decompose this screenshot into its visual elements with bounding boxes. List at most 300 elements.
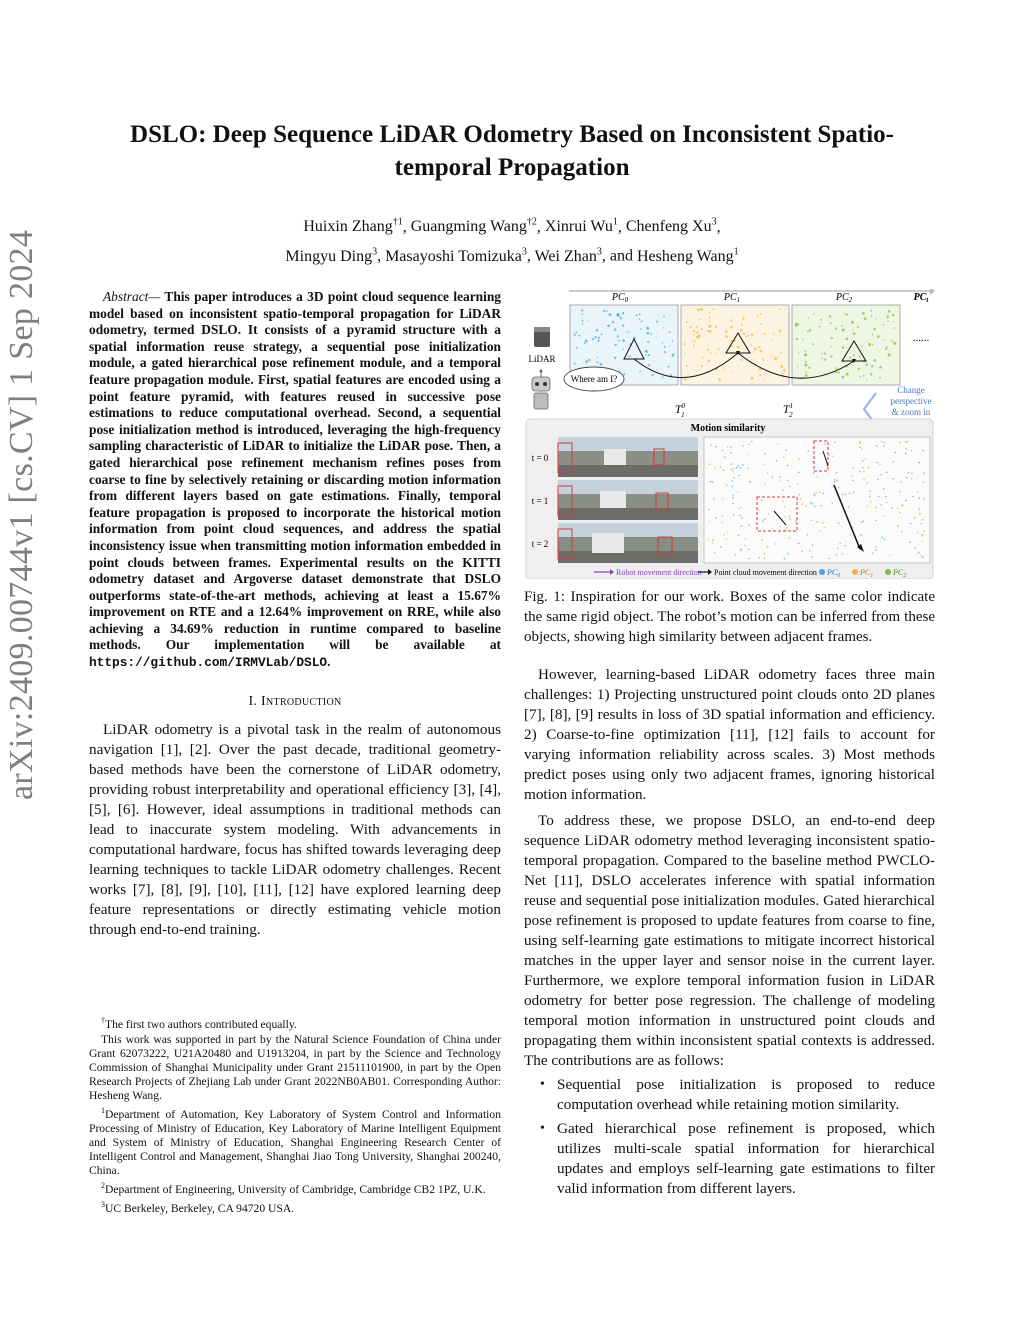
point bbox=[876, 445, 878, 447]
author: Guangming Wang$^{\dagger 2}$ bbox=[410, 217, 537, 236]
point bbox=[789, 537, 791, 539]
point bbox=[612, 321, 614, 323]
point bbox=[870, 490, 872, 492]
caption-text: Inspiration for our work. Boxes of the same color indicate the same rigid object. The robot’s motion can be inferred from these objects, showing high similarity between adjacent frames. bbox=[524, 589, 935, 645]
point bbox=[764, 558, 766, 560]
point bbox=[709, 330, 712, 333]
point bbox=[720, 466, 722, 468]
pc-label-0: $PC_0$ bbox=[611, 292, 629, 304]
point bbox=[907, 441, 909, 443]
point bbox=[809, 550, 811, 552]
point bbox=[805, 374, 808, 377]
point bbox=[732, 503, 734, 505]
point bbox=[759, 557, 761, 559]
point bbox=[733, 477, 735, 479]
point bbox=[859, 355, 861, 357]
point bbox=[830, 355, 832, 357]
point bbox=[742, 464, 744, 466]
point bbox=[714, 468, 716, 470]
point bbox=[720, 546, 722, 548]
point bbox=[891, 340, 893, 342]
point bbox=[710, 481, 712, 483]
point bbox=[597, 340, 599, 342]
point bbox=[881, 441, 883, 443]
point bbox=[645, 354, 647, 356]
camera-frames bbox=[558, 437, 698, 563]
legend-pc2-dot bbox=[885, 569, 891, 575]
point bbox=[693, 330, 695, 332]
footnote bbox=[89, 1014, 501, 1032]
point bbox=[699, 334, 701, 336]
figure-caption bbox=[524, 587, 935, 647]
point bbox=[874, 359, 877, 362]
pc-label-2: $PC_2$ bbox=[835, 292, 853, 304]
point bbox=[733, 495, 735, 497]
author-list bbox=[150, 210, 874, 269]
author-separator: , bbox=[377, 247, 386, 265]
contribution-text: Gated hierarchical pose refinement is proposed, which utilizes multi-scale spatial information for hierarchical updates and employs self-learning gate estimations to filter valid information from different layers. bbox=[557, 1120, 935, 1197]
point bbox=[747, 468, 749, 470]
point bbox=[757, 315, 759, 317]
point bbox=[859, 447, 861, 449]
point bbox=[889, 555, 891, 557]
point bbox=[812, 503, 814, 505]
point bbox=[876, 507, 878, 509]
point bbox=[701, 328, 703, 330]
point bbox=[862, 467, 864, 469]
point bbox=[785, 516, 787, 518]
intro-paragraph: LiDAR odometry is a pivotal task in the realm of autonomous navigation [1], [2]. Over the past decade, traditional geometry-based methods have been the cornerstone of LiDAR odometry, providing robust interpretability and operational efficiency [3], [4], [5], [6]. However, ideal assumptions in traditional methods can lead to inaccurate system modeling. With advancements in computational hardware, focus has shifted towards leveraging deep learning techniques to tackle LiDAR odometry challenges. Recent works [7], [8], [9], [10], [11], [12] have explored learning deep feature representations or directly estimating vehicle motion through end-to-end training. bbox=[89, 720, 501, 938]
author-mark: †2 bbox=[526, 217, 537, 228]
point bbox=[872, 344, 874, 346]
point bbox=[664, 346, 666, 348]
point bbox=[861, 448, 863, 450]
point bbox=[877, 479, 879, 481]
right-column bbox=[524, 289, 935, 1199]
point bbox=[834, 442, 836, 444]
point bbox=[614, 344, 616, 346]
point bbox=[664, 351, 666, 353]
point bbox=[831, 337, 833, 339]
lidar-top bbox=[534, 327, 550, 332]
point bbox=[901, 505, 903, 507]
point bbox=[834, 481, 836, 483]
point bbox=[723, 534, 725, 536]
ellipsis: ...... bbox=[912, 332, 930, 344]
point bbox=[739, 515, 741, 517]
point bbox=[576, 347, 578, 349]
point bbox=[760, 350, 763, 353]
point bbox=[763, 380, 764, 381]
point bbox=[863, 520, 865, 522]
point bbox=[918, 508, 920, 510]
point bbox=[864, 317, 867, 320]
point bbox=[715, 446, 717, 448]
point bbox=[693, 346, 695, 348]
point bbox=[635, 314, 637, 316]
point bbox=[866, 363, 869, 366]
point bbox=[588, 359, 590, 361]
timeline-arrowhead bbox=[930, 289, 935, 295]
section-number: I. bbox=[248, 693, 258, 709]
point bbox=[883, 515, 885, 517]
point bbox=[628, 332, 629, 333]
point bbox=[600, 363, 603, 366]
point bbox=[783, 369, 786, 372]
point bbox=[767, 546, 769, 548]
point bbox=[740, 359, 742, 361]
point bbox=[780, 365, 783, 368]
point bbox=[921, 523, 923, 525]
bullet-glyph: • bbox=[540, 1121, 545, 1136]
point bbox=[834, 479, 836, 481]
point bbox=[829, 558, 831, 560]
point bbox=[748, 558, 750, 560]
point bbox=[819, 326, 821, 328]
point bbox=[915, 547, 917, 549]
point bbox=[782, 500, 784, 502]
time-label-0: t = 0 bbox=[531, 453, 549, 463]
point bbox=[707, 330, 709, 332]
point bbox=[696, 326, 698, 328]
point bbox=[816, 476, 818, 478]
point bbox=[860, 534, 862, 536]
point bbox=[741, 549, 743, 551]
point bbox=[684, 343, 686, 345]
point bbox=[582, 313, 584, 315]
point bbox=[772, 527, 774, 529]
point bbox=[879, 366, 882, 369]
point bbox=[842, 329, 845, 332]
point bbox=[821, 505, 823, 507]
code-link[interactable]: https://github.com/IRMVLab/DSLO bbox=[89, 655, 328, 671]
point bbox=[751, 441, 753, 443]
point bbox=[829, 315, 831, 317]
point bbox=[578, 335, 580, 337]
point bbox=[801, 551, 803, 553]
point bbox=[758, 346, 760, 348]
point bbox=[738, 535, 740, 537]
point bbox=[708, 509, 710, 511]
point bbox=[723, 469, 725, 471]
point bbox=[809, 329, 811, 331]
point bbox=[668, 366, 670, 368]
point bbox=[814, 493, 816, 495]
point bbox=[852, 329, 853, 330]
point bbox=[886, 471, 888, 473]
point bbox=[712, 481, 714, 483]
point bbox=[690, 327, 692, 329]
point bbox=[576, 331, 578, 333]
point bbox=[870, 501, 872, 503]
point bbox=[747, 454, 749, 456]
point bbox=[707, 349, 709, 351]
left-column bbox=[89, 289, 501, 940]
point bbox=[852, 480, 854, 482]
point bbox=[882, 537, 884, 539]
point bbox=[712, 308, 714, 310]
point bbox=[831, 485, 833, 487]
footnote-text: The first two authors contributed equally. bbox=[105, 1017, 297, 1031]
point bbox=[870, 373, 872, 375]
legend-pc-direction: Point cloud movement direction bbox=[714, 568, 817, 577]
point bbox=[648, 364, 650, 366]
point bbox=[724, 456, 726, 458]
point bbox=[863, 479, 865, 481]
robot-icon bbox=[532, 370, 550, 410]
point bbox=[620, 317, 623, 320]
point bbox=[883, 445, 885, 447]
point bbox=[838, 523, 840, 525]
abstract-text: This paper introduces a 3D point cloud sequence learning model based on inconsistent spatio-temporal propagation for LiDAR odometry, termed DSLO. It consists of a pyramid structure with a spatial information reuse strategy, a sequential pose initialization module, a gated hierarchical pose refinement module, and a temporal feature propagation module. First, spatial features are encoded using a point feature pyramid, with features reused in successive pose estimations to reduce computational overhead. Second, a sequential pose initialization method is introduced, leveraging the high-frequency sampling characteristic of LiDAR to initialize the LiDAR pose. Then, a gated hierarchical pose refinement mechanism refines poses from coarse to fine by selectively retaining or discarding motion information from different layers based on gate estimations. Finally, temporal feature propagation is proposed to incorporate the historical motion information from point cloud sequences, and address the spatial inconsistency issue when transmitting motion information embedded in point clouds between frames. Experimental results on the KITTI odometry dataset and Argoverse dataset demonstrate that DSLO outperforms state-of-the-art methods, achieving at least a 15.67% improvement on RTE and a 12.64% improvement on RRE, while also achieving a 34.69% reduction in runtime compared to baseline methods. Our implementation will be available at bbox=[89, 289, 501, 653]
point bbox=[802, 503, 804, 505]
arxiv-stamp: arXiv:2409.00744v1 [cs.CV] 1 Sep 2024 bbox=[3, 229, 40, 800]
point bbox=[895, 452, 897, 454]
point bbox=[824, 353, 826, 355]
point bbox=[693, 334, 694, 335]
point bbox=[726, 485, 728, 487]
point bbox=[923, 530, 925, 532]
point bbox=[862, 460, 864, 462]
point bbox=[819, 492, 821, 494]
contribution-item bbox=[524, 1119, 935, 1199]
point bbox=[849, 357, 851, 359]
point bbox=[774, 357, 777, 360]
point bbox=[886, 346, 888, 348]
point bbox=[807, 330, 809, 332]
point bbox=[922, 557, 924, 559]
point bbox=[722, 450, 724, 452]
point bbox=[846, 338, 849, 341]
point bbox=[709, 463, 711, 465]
footnote-mark: † bbox=[101, 1016, 105, 1025]
point bbox=[799, 494, 801, 496]
point bbox=[585, 340, 588, 343]
point bbox=[812, 343, 814, 345]
point bbox=[918, 497, 920, 499]
point bbox=[742, 317, 744, 319]
point bbox=[617, 313, 620, 316]
point bbox=[905, 500, 907, 502]
point bbox=[622, 349, 623, 350]
point bbox=[807, 450, 809, 452]
point bbox=[814, 506, 816, 508]
point bbox=[597, 357, 598, 358]
point bbox=[685, 353, 686, 354]
point bbox=[853, 332, 856, 335]
author-separator: , bbox=[526, 247, 535, 265]
point bbox=[749, 524, 751, 526]
point bbox=[835, 327, 837, 329]
point bbox=[715, 517, 717, 519]
author-mark: †1 bbox=[392, 217, 403, 228]
point bbox=[787, 480, 789, 482]
point bbox=[798, 458, 800, 460]
point bbox=[798, 352, 799, 353]
point bbox=[858, 368, 860, 370]
point bbox=[712, 542, 714, 544]
point bbox=[786, 450, 788, 452]
footnote bbox=[89, 1179, 501, 1197]
point bbox=[864, 458, 866, 460]
point bbox=[797, 483, 799, 485]
point bbox=[738, 465, 740, 467]
point bbox=[581, 309, 583, 311]
point bbox=[693, 340, 695, 342]
point bbox=[697, 309, 700, 312]
point bbox=[684, 378, 686, 380]
point bbox=[877, 462, 879, 464]
point bbox=[709, 521, 711, 523]
author-separator: , bbox=[617, 218, 626, 236]
point bbox=[753, 351, 754, 352]
point bbox=[901, 531, 903, 533]
point bbox=[787, 553, 789, 555]
point bbox=[784, 558, 786, 560]
point bbox=[645, 350, 648, 353]
point bbox=[784, 309, 785, 310]
point bbox=[730, 446, 732, 448]
point bbox=[699, 319, 701, 321]
point bbox=[820, 319, 822, 321]
point bbox=[923, 482, 925, 484]
point bbox=[686, 321, 688, 323]
point bbox=[740, 550, 742, 552]
point bbox=[762, 358, 764, 360]
point bbox=[764, 553, 766, 555]
point bbox=[749, 481, 751, 483]
point bbox=[832, 455, 834, 457]
point bbox=[849, 493, 851, 495]
point bbox=[871, 365, 873, 367]
point bbox=[844, 313, 845, 314]
point bbox=[730, 371, 731, 372]
point bbox=[821, 353, 822, 354]
point bbox=[914, 517, 916, 519]
point bbox=[607, 324, 610, 327]
point bbox=[863, 375, 865, 377]
point bbox=[596, 337, 597, 338]
point bbox=[722, 515, 724, 517]
point bbox=[875, 549, 877, 551]
point bbox=[830, 346, 832, 348]
point bbox=[733, 467, 735, 469]
point bbox=[819, 530, 821, 532]
section-title: Introduction bbox=[261, 693, 342, 709]
point bbox=[648, 354, 650, 356]
point bbox=[836, 472, 838, 474]
point bbox=[805, 361, 807, 363]
point bbox=[879, 464, 881, 466]
point bbox=[872, 333, 874, 335]
point bbox=[875, 318, 876, 319]
point bbox=[722, 498, 724, 500]
point bbox=[887, 320, 889, 322]
bullet-glyph: • bbox=[540, 1077, 545, 1092]
author: Mingyu Ding$^3$ bbox=[285, 246, 378, 265]
point bbox=[663, 327, 664, 328]
point bbox=[899, 442, 901, 444]
point bbox=[781, 373, 783, 375]
author-separator: , bbox=[402, 218, 411, 236]
point bbox=[790, 518, 792, 520]
point bbox=[798, 543, 800, 545]
footnotes bbox=[89, 1014, 501, 1216]
point bbox=[859, 471, 861, 473]
point bbox=[827, 473, 829, 475]
point bbox=[764, 483, 766, 485]
point bbox=[784, 506, 786, 508]
point bbox=[883, 339, 884, 340]
point bbox=[639, 371, 641, 373]
point bbox=[839, 542, 841, 544]
point bbox=[601, 334, 603, 336]
point bbox=[731, 463, 733, 465]
point bbox=[861, 521, 863, 523]
point bbox=[869, 496, 871, 498]
point bbox=[883, 488, 885, 490]
point bbox=[672, 340, 674, 342]
contribution-item bbox=[524, 1075, 935, 1115]
point bbox=[875, 546, 877, 548]
point bbox=[894, 327, 895, 328]
lidar-label: LiDAR bbox=[528, 354, 556, 364]
t2-label: $T^1$ 2 bbox=[782, 402, 794, 419]
point bbox=[811, 520, 813, 522]
point bbox=[647, 341, 649, 343]
point bbox=[724, 369, 725, 370]
legend-pc1-dot bbox=[852, 569, 858, 575]
point bbox=[709, 317, 711, 319]
point bbox=[888, 310, 891, 313]
footnote-text: This work was supported in part by the Natural Science Foundation of China under Grant 62073222, U21A20480 and U1913204, in part by the Science and Technology Commission of Shanghai Municipality under Grant 21511101900, in part by the Open Research Projects of Zhejiang Lab under Grant 2022NB0AB01. Corresponding Author: Hesheng Wang. bbox=[89, 1032, 501, 1102]
point bbox=[779, 330, 782, 333]
point bbox=[727, 532, 729, 534]
point bbox=[741, 517, 743, 519]
point bbox=[732, 497, 734, 499]
point bbox=[751, 359, 752, 360]
point bbox=[899, 512, 901, 514]
point bbox=[718, 378, 721, 381]
point bbox=[908, 472, 910, 474]
point bbox=[919, 513, 921, 515]
point bbox=[830, 322, 832, 324]
point bbox=[910, 523, 912, 525]
pc-label-t: $PC_t$ bbox=[913, 292, 929, 304]
point bbox=[751, 333, 754, 336]
point bbox=[622, 313, 624, 315]
point bbox=[582, 324, 583, 325]
point bbox=[866, 506, 868, 508]
point bbox=[905, 441, 907, 443]
point bbox=[886, 502, 888, 504]
point bbox=[629, 355, 631, 357]
caption-label: Fig. 1: bbox=[524, 589, 565, 605]
point bbox=[911, 450, 913, 452]
footnote-text: UC Berkeley, Berkeley, CA 94720 USA. bbox=[105, 1201, 295, 1215]
point bbox=[777, 443, 779, 445]
author: Huixin Zhang$^{\dagger 1}$ bbox=[303, 217, 403, 236]
point bbox=[773, 333, 775, 335]
point bbox=[800, 498, 802, 500]
point bbox=[844, 545, 846, 547]
point bbox=[708, 325, 711, 328]
abstract-label: Abstract— bbox=[103, 289, 161, 304]
point bbox=[850, 534, 852, 536]
point bbox=[795, 324, 798, 327]
author-mark: 1 bbox=[612, 217, 618, 228]
point bbox=[686, 365, 688, 367]
